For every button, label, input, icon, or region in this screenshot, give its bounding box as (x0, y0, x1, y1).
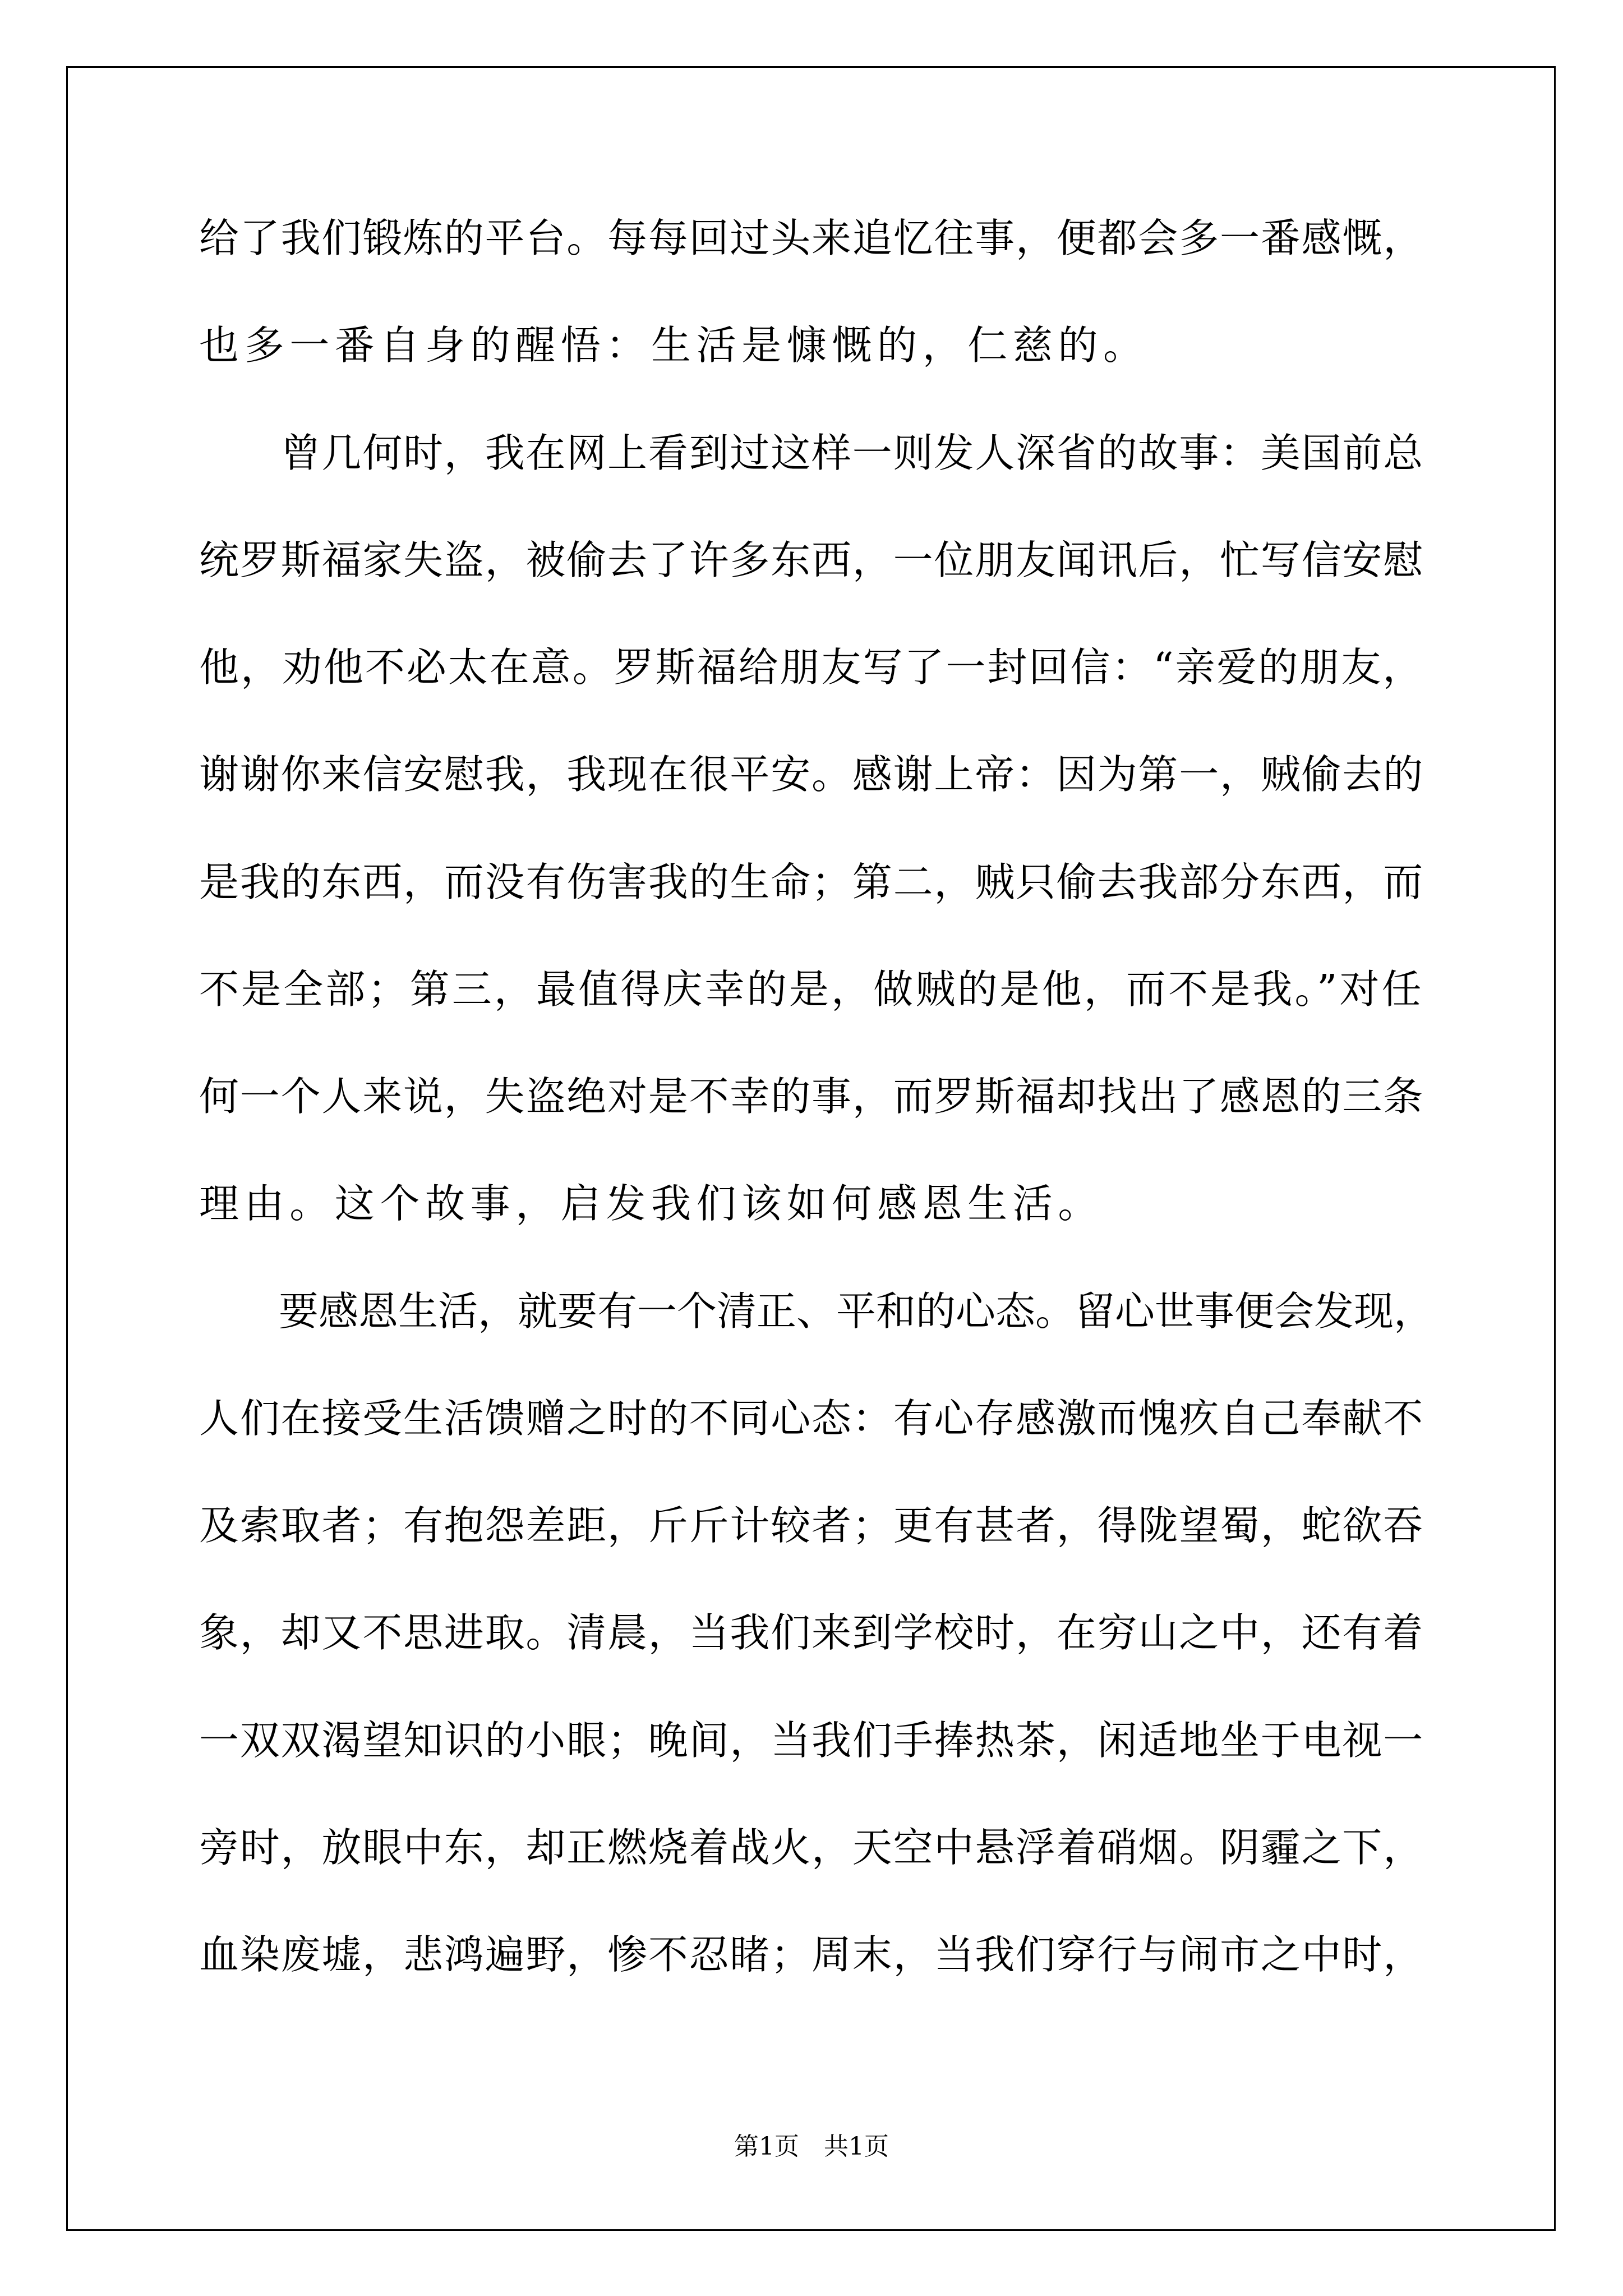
paragraph-start-line: 曾几何时，我在网上看到过这样一则发人深省的故事：美国前总 (199, 430, 1424, 476)
text-line: 不是全部；第三，最值得庆幸的是，做贼的是他，而不是我。”对任 (199, 966, 1424, 1013)
page-border (66, 66, 1556, 2231)
text-line: 血染废墟，悲鸿遍野，惨不忍睹；周末，当我们穿行与闹市之中时， (199, 1931, 1424, 1978)
text-line: 旁时，放眼中东，却正燃烧着战火，天空中悬浮着硝烟。阴霾之下， (199, 1824, 1424, 1871)
text-line: 及索取者；有抱怨差距，斤斤计较者；更有甚者，得陇望蜀，蛇欲吞 (199, 1502, 1424, 1549)
page-number-footer: 第1页 共1页 (734, 2132, 889, 2161)
text-line: 何一个人来说，失盗绝对是不幸的事，而罗斯福却找出了感恩的三条 (199, 1073, 1424, 1120)
text-line: 也多一番自身的醒悟：生活是慷慨的，仁慈的。 (199, 322, 1149, 369)
text-line: 理由。这个故事，启发我们该如何感恩生活。 (199, 1180, 1104, 1227)
text-line: 统罗斯福家失盗，被偷去了许多东西，一位朋友闻讯后，忙写信安慰 (199, 537, 1424, 583)
text-line: 象，却又不思进取。清晨，当我们来到学校时，在穷山之中，还有着 (199, 1609, 1424, 1656)
text-line: 一双双渴望知识的小眼；晚间，当我们手捧热茶，闲适地坐于电视一 (199, 1717, 1424, 1764)
text-line: 人们在接受生活馈赠之时的不同心态：有心存感激而愧疚自己奉献不 (199, 1395, 1424, 1442)
text-line: 谢谢你来信安慰我，我现在很平安。感谢上帝：因为第一，贼偷去的 (199, 751, 1424, 798)
text-line: 给了我们锻炼的平台。每每回过头来追忆往事，便都会多一番感慨， (199, 215, 1424, 261)
text-line: 他，劝他不必太在意。罗斯福给朋友写了一封回信：“亲爱的朋友， (199, 644, 1424, 691)
text-line: 是我的东西，而没有伤害我的生命；第二，贼只偷去我部分东西，而 (199, 859, 1424, 905)
paragraph-start-line: 要感恩生活，就要有一个清正、平和的心态。留心世事便会发现， (199, 1288, 1434, 1335)
